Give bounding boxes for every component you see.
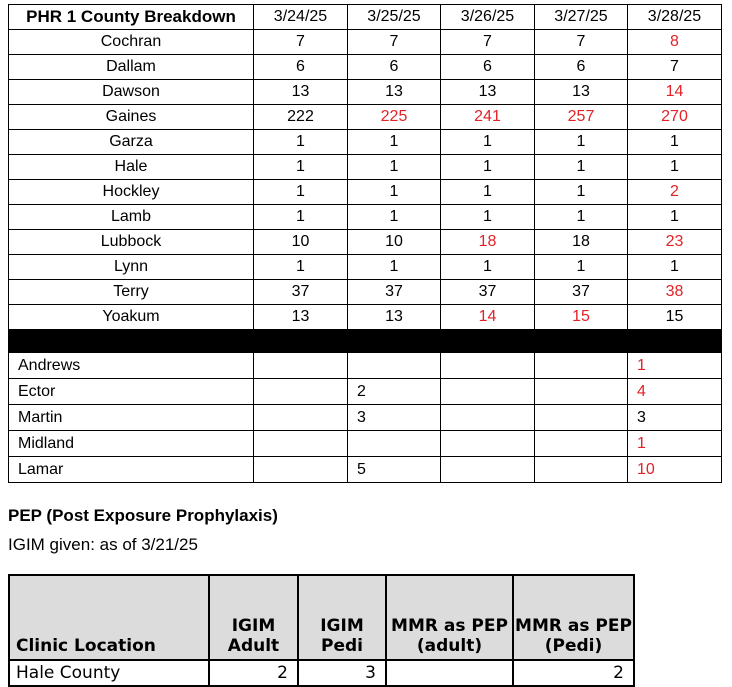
- county-name-cell: Hockley: [9, 180, 254, 205]
- pep-data-row: [9, 660, 634, 686]
- county-row: [9, 130, 722, 155]
- pep-heading: PEP (Post Exposure Prophylaxis): [8, 506, 278, 525]
- county-name-cell: Cochran: [9, 30, 254, 55]
- count-cell: 5: [348, 457, 441, 483]
- count-cell: 13: [254, 305, 348, 330]
- county-name-cell: Dallam: [9, 55, 254, 80]
- count-cell: 13: [348, 80, 441, 105]
- count-cell: 1: [254, 180, 348, 205]
- count-cell: 13: [441, 80, 535, 105]
- county-row: [9, 230, 722, 255]
- pep-subheading: IGIM given: as of 3/21/25: [8, 535, 198, 554]
- count-cell: 1: [535, 130, 628, 155]
- count-cell: 1: [628, 353, 722, 379]
- count-cell: 6: [348, 55, 441, 80]
- county-name-cell: Lynn: [9, 255, 254, 280]
- count-cell: 241: [441, 105, 535, 130]
- count-cell: 13: [254, 80, 348, 105]
- pep-value-cell: 2: [209, 660, 298, 686]
- count-cell: 37: [535, 280, 628, 305]
- count-cell: 15: [535, 305, 628, 330]
- black-separator-row: [9, 330, 722, 353]
- count-cell: 4: [628, 379, 722, 405]
- count-cell: 1: [628, 431, 722, 457]
- county-row: [9, 205, 722, 230]
- count-cell: [254, 431, 348, 457]
- count-cell: 1: [535, 180, 628, 205]
- count-cell: 6: [254, 55, 348, 80]
- count-cell: 1: [535, 255, 628, 280]
- county-name-cell: Midland: [9, 431, 254, 457]
- count-cell: [535, 353, 628, 379]
- count-cell: 6: [441, 55, 535, 80]
- count-cell: 270: [628, 105, 722, 130]
- count-cell: 1: [535, 155, 628, 180]
- clinic-location-cell: Hale County: [9, 660, 209, 686]
- count-cell: 1: [628, 205, 722, 230]
- county-name-cell: Martin: [9, 405, 254, 431]
- count-cell: [535, 405, 628, 431]
- count-cell: 1: [348, 180, 441, 205]
- county-name-cell: Dawson: [9, 80, 254, 105]
- count-cell: 13: [348, 305, 441, 330]
- county-row: [9, 255, 722, 280]
- count-cell: 10: [254, 230, 348, 255]
- count-cell: 2: [628, 180, 722, 205]
- count-cell: 257: [535, 105, 628, 130]
- county-row: [9, 30, 722, 55]
- county-table-title: PHR 1 County Breakdown: [9, 5, 254, 30]
- count-cell: 3: [348, 405, 441, 431]
- count-cell: 225: [348, 105, 441, 130]
- black-separator: [9, 330, 722, 353]
- county-name-cell: Hale: [9, 155, 254, 180]
- count-cell: 14: [441, 305, 535, 330]
- pep-column-header: MMR as PEP (Pedi): [513, 575, 634, 660]
- count-cell: 2: [348, 379, 441, 405]
- count-cell: 6: [535, 55, 628, 80]
- count-cell: [441, 379, 535, 405]
- county-row: [9, 457, 722, 483]
- count-cell: 1: [441, 180, 535, 205]
- county-row: [9, 105, 722, 130]
- count-cell: 1: [441, 255, 535, 280]
- county-name-cell: Lamar: [9, 457, 254, 483]
- count-cell: 10: [628, 457, 722, 483]
- count-cell: 1: [348, 155, 441, 180]
- count-cell: 37: [254, 280, 348, 305]
- count-cell: 37: [441, 280, 535, 305]
- count-cell: [441, 431, 535, 457]
- count-cell: 1: [348, 130, 441, 155]
- count-cell: 1: [254, 155, 348, 180]
- pep-column-header: MMR as PEP (adult): [386, 575, 513, 660]
- count-cell: 1: [254, 205, 348, 230]
- pep-table-header-row: [9, 575, 634, 660]
- count-cell: [535, 379, 628, 405]
- date-header: 3/26/25: [441, 5, 535, 30]
- count-cell: [348, 353, 441, 379]
- count-cell: 18: [535, 230, 628, 255]
- count-cell: 37: [348, 280, 441, 305]
- count-cell: 14: [628, 80, 722, 105]
- count-cell: 1: [628, 155, 722, 180]
- county-row: [9, 180, 722, 205]
- count-cell: 222: [254, 105, 348, 130]
- count-cell: 23: [628, 230, 722, 255]
- county-name-cell: Lubbock: [9, 230, 254, 255]
- count-cell: [254, 379, 348, 405]
- county-row: [9, 405, 722, 431]
- count-cell: 7: [441, 30, 535, 55]
- date-header: 3/28/25: [628, 5, 722, 30]
- count-cell: 7: [254, 30, 348, 55]
- count-cell: 15: [628, 305, 722, 330]
- county-row: [9, 379, 722, 405]
- pep-column-header: IGIM Adult: [209, 575, 298, 660]
- count-cell: 1: [441, 205, 535, 230]
- count-cell: 1: [628, 255, 722, 280]
- count-cell: 18: [441, 230, 535, 255]
- county-row: [9, 305, 722, 330]
- count-cell: [254, 405, 348, 431]
- county-row: [9, 80, 722, 105]
- count-cell: [535, 431, 628, 457]
- count-cell: 1: [348, 255, 441, 280]
- pep-value-cell: 3: [298, 660, 386, 686]
- county-row: [9, 55, 722, 80]
- date-header: 3/24/25: [254, 5, 348, 30]
- count-cell: 10: [348, 230, 441, 255]
- count-cell: 1: [535, 205, 628, 230]
- count-cell: [441, 405, 535, 431]
- county-row: [9, 431, 722, 457]
- count-cell: 38: [628, 280, 722, 305]
- county-breakdown-table: [8, 4, 722, 483]
- count-cell: 7: [535, 30, 628, 55]
- county-name-cell: Gaines: [9, 105, 254, 130]
- county-name-cell: Andrews: [9, 353, 254, 379]
- county-name-cell: Yoakum: [9, 305, 254, 330]
- pep-value-cell: [386, 660, 513, 686]
- county-row: [9, 280, 722, 305]
- pep-column-header: IGIM Pedi: [298, 575, 386, 660]
- county-name-cell: Ector: [9, 379, 254, 405]
- count-cell: 1: [628, 130, 722, 155]
- count-cell: 1: [254, 255, 348, 280]
- county-row: [9, 155, 722, 180]
- count-cell: 1: [441, 130, 535, 155]
- count-cell: 1: [254, 130, 348, 155]
- pep-column-header: Clinic Location: [9, 575, 209, 660]
- date-header: 3/25/25: [348, 5, 441, 30]
- count-cell: [535, 457, 628, 483]
- count-cell: 8: [628, 30, 722, 55]
- count-cell: 13: [535, 80, 628, 105]
- count-cell: 7: [348, 30, 441, 55]
- count-cell: 7: [628, 55, 722, 80]
- county-name-cell: Garza: [9, 130, 254, 155]
- count-cell: [441, 353, 535, 379]
- count-cell: [348, 431, 441, 457]
- count-cell: [254, 457, 348, 483]
- pep-table: [8, 574, 635, 687]
- count-cell: [441, 457, 535, 483]
- count-cell: 3: [628, 405, 722, 431]
- county-name-cell: Lamb: [9, 205, 254, 230]
- count-cell: 1: [441, 155, 535, 180]
- count-cell: 1: [348, 205, 441, 230]
- county-row: [9, 353, 722, 379]
- pep-value-cell: 2: [513, 660, 634, 686]
- count-cell: [254, 353, 348, 379]
- county-name-cell: Terry: [9, 280, 254, 305]
- date-header: 3/27/25: [535, 5, 628, 30]
- county-table-header-row: [9, 5, 722, 30]
